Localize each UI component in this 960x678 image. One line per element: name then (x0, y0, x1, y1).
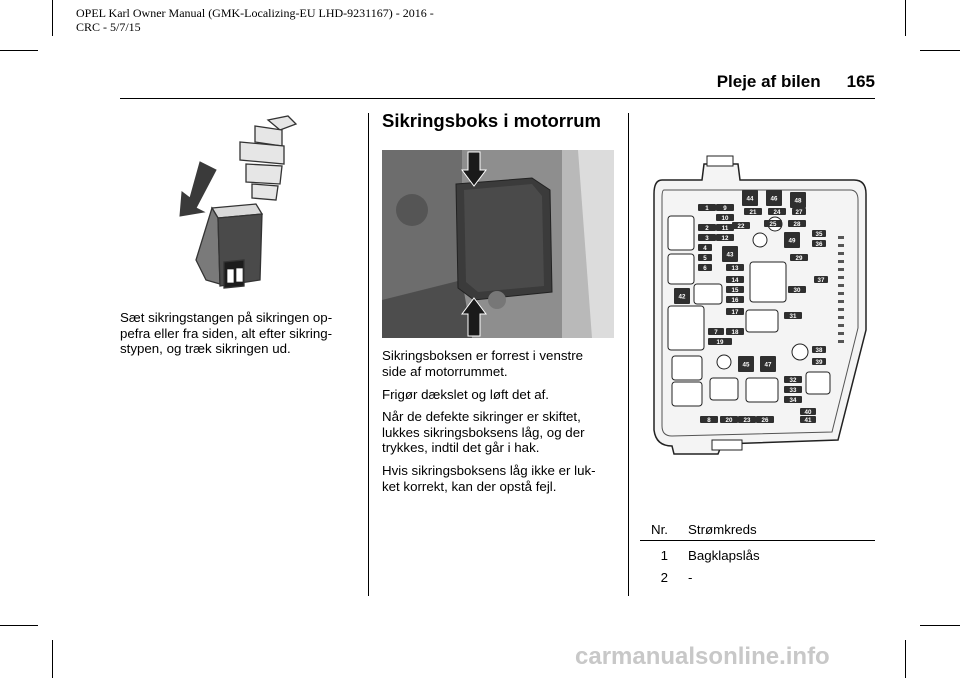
terminal-pin (838, 308, 844, 311)
table-row (640, 570, 875, 585)
relay-block (672, 356, 702, 380)
location-text (382, 348, 583, 379)
fuse-label-27: 27 (795, 208, 803, 216)
relay-block (710, 378, 738, 400)
fuse-label-19: 19 (716, 338, 724, 346)
terminal-pin (838, 236, 844, 239)
terminal-round (753, 233, 767, 247)
row-number: 2 (660, 570, 668, 585)
fuse-label-9: 9 (723, 204, 727, 212)
text-line: trykkes, indtil det går i hak. (382, 440, 540, 455)
terminal-pin (838, 244, 844, 247)
fuse-label-3: 3 (705, 234, 709, 242)
document-meta (76, 6, 434, 34)
terminal-pin (838, 252, 844, 255)
fuse-puller-illustration (160, 112, 340, 294)
terminal-pin (838, 340, 844, 343)
fuse-label-7: 7 (714, 328, 718, 336)
fuse-label-15: 15 (731, 286, 739, 294)
fuse-label-4: 4 (703, 244, 707, 252)
relay-block (746, 310, 778, 332)
terminal-pin (838, 284, 844, 287)
terminal-pin (838, 324, 844, 327)
text-line: side af motorrummet. (382, 363, 508, 379)
terminal-pin (838, 316, 844, 319)
fuse-label-11: 11 (721, 224, 729, 232)
warning-text (382, 463, 596, 494)
relay-block (750, 262, 786, 302)
terminal-round (717, 355, 731, 369)
fuse-label-25: 25 (769, 220, 777, 228)
removal-instructions (120, 310, 332, 357)
fuse-label-49: 49 (788, 237, 796, 245)
fuse-label-42: 42 (678, 293, 686, 301)
fuse-label-18: 18 (731, 328, 739, 336)
crop-mark (0, 625, 38, 626)
crop-mark (905, 0, 906, 36)
fuse-label-44: 44 (746, 195, 754, 203)
fuse-box-diagram (642, 150, 874, 465)
crop-mark (920, 625, 960, 626)
fuse-label-43: 43 (726, 251, 734, 259)
relay-block (668, 216, 694, 250)
text-line: Sæt sikringstangen på sikringen op- (120, 310, 333, 325)
fuse-label-32: 32 (789, 376, 797, 384)
fuse-label-29: 29 (795, 254, 803, 262)
fuse-label-34: 34 (789, 396, 797, 404)
fuse-label-24: 24 (773, 208, 781, 216)
terminal-pin (838, 268, 844, 271)
fuse-label-1: 1 (705, 204, 709, 212)
fuse-label-20: 20 (725, 416, 733, 424)
fuse-label-37: 37 (817, 276, 825, 284)
column-header-circuit: Strømkreds (688, 522, 757, 537)
engine-bay-photo (382, 150, 614, 338)
meta-line-1: OPEL Karl Owner Manual (GMK-Localizing-EU LHD-9231167) - 2016 - (76, 6, 434, 20)
relay-block (668, 254, 694, 284)
fuse-label-23: 23 (743, 416, 751, 424)
fuse-label-45: 45 (742, 361, 750, 369)
terminal-pin (838, 276, 844, 279)
text-line: lukkes sikringsboksens låg, og der (382, 424, 585, 440)
watermark: carmanualsonline.info (575, 643, 830, 670)
text-line: Sikringsboksen er forrest i venstre (382, 348, 584, 363)
fuse-label-13: 13 (731, 264, 739, 272)
column-divider-left (368, 113, 369, 596)
terminal-pin (838, 332, 844, 335)
crop-mark (52, 0, 53, 36)
fuse-label-2: 2 (705, 224, 709, 232)
terminal-pin (838, 292, 844, 295)
relay-block (806, 372, 830, 394)
fuse-label-39: 39 (815, 358, 823, 366)
fuse-label-21: 21 (749, 208, 757, 216)
fuse-label-40: 40 (804, 408, 812, 416)
closing-text (382, 409, 585, 456)
relay-block (672, 382, 702, 406)
fuse-label-30: 30 (793, 286, 801, 294)
fuse-label-22: 22 (737, 222, 745, 230)
fuse-label-38: 38 (815, 346, 823, 354)
terminal-pin (838, 260, 844, 263)
column-divider-right (628, 113, 629, 596)
engine-bay-drawing (382, 150, 614, 338)
row-circuit: - (688, 570, 693, 585)
connector-block (694, 284, 722, 304)
fuse-label-36: 36 (815, 240, 823, 248)
fuse-label-47: 47 (764, 361, 772, 369)
fuse-label-48: 48 (794, 197, 802, 205)
table-row (640, 548, 875, 563)
fuse-label-16: 16 (731, 296, 739, 304)
text-line: pefra eller fra siden, alt efter sikring- (120, 325, 333, 341)
running-head (620, 72, 875, 92)
text-line: Når de defekte sikringer er skiftet, (382, 409, 581, 424)
crop-mark (920, 50, 960, 51)
fuse-label-14: 14 (731, 276, 739, 284)
header-rule (120, 98, 875, 99)
terminal-round (792, 344, 808, 360)
fuse-table-header (640, 522, 875, 537)
cover-text (382, 387, 549, 403)
relay-block (746, 378, 778, 402)
fuse-label-5: 5 (703, 254, 707, 262)
terminal-pin (838, 300, 844, 303)
crop-mark (905, 640, 906, 678)
relay-block (668, 306, 704, 350)
fuse-label-35: 35 (815, 230, 823, 238)
table-header-rule (640, 540, 875, 541)
fuse-label-10: 10 (721, 214, 729, 222)
fuse-label-46: 46 (770, 195, 778, 203)
text-line: Frigør dækslet og løft det af. (382, 387, 550, 402)
meta-line-2: CRC - 5/7/15 (76, 20, 141, 34)
fuse-label-17: 17 (731, 308, 739, 316)
row-number: 1 (660, 548, 668, 563)
fuse-label-31: 31 (789, 312, 797, 320)
fuse-label-12: 12 (721, 234, 729, 242)
fuse-label-28: 28 (793, 220, 801, 228)
fuse-label-6: 6 (703, 264, 707, 272)
section-heading: Sikringsboks i motorrum (382, 110, 601, 131)
column-header-number: Nr. (651, 522, 668, 537)
text-line: stypen, og træk sikringen ud. (120, 341, 291, 356)
crop-mark (0, 50, 38, 51)
section-title: Pleje af bilen (716, 72, 821, 91)
text-line: Hvis sikringsboksens låg ikke er luk- (382, 463, 596, 478)
row-circuit: Bagklapslås (688, 548, 760, 563)
fuse-label-33: 33 (789, 386, 797, 394)
fuse-label-26: 26 (761, 416, 769, 424)
page-number: 165 (846, 72, 875, 91)
down-arrow-icon (180, 162, 216, 216)
fuse-label-41: 41 (804, 416, 812, 424)
crop-mark (52, 640, 53, 678)
fuse-label-8: 8 (707, 416, 711, 424)
text-line: ket korrekt, kan der opstå fejl. (382, 478, 557, 494)
